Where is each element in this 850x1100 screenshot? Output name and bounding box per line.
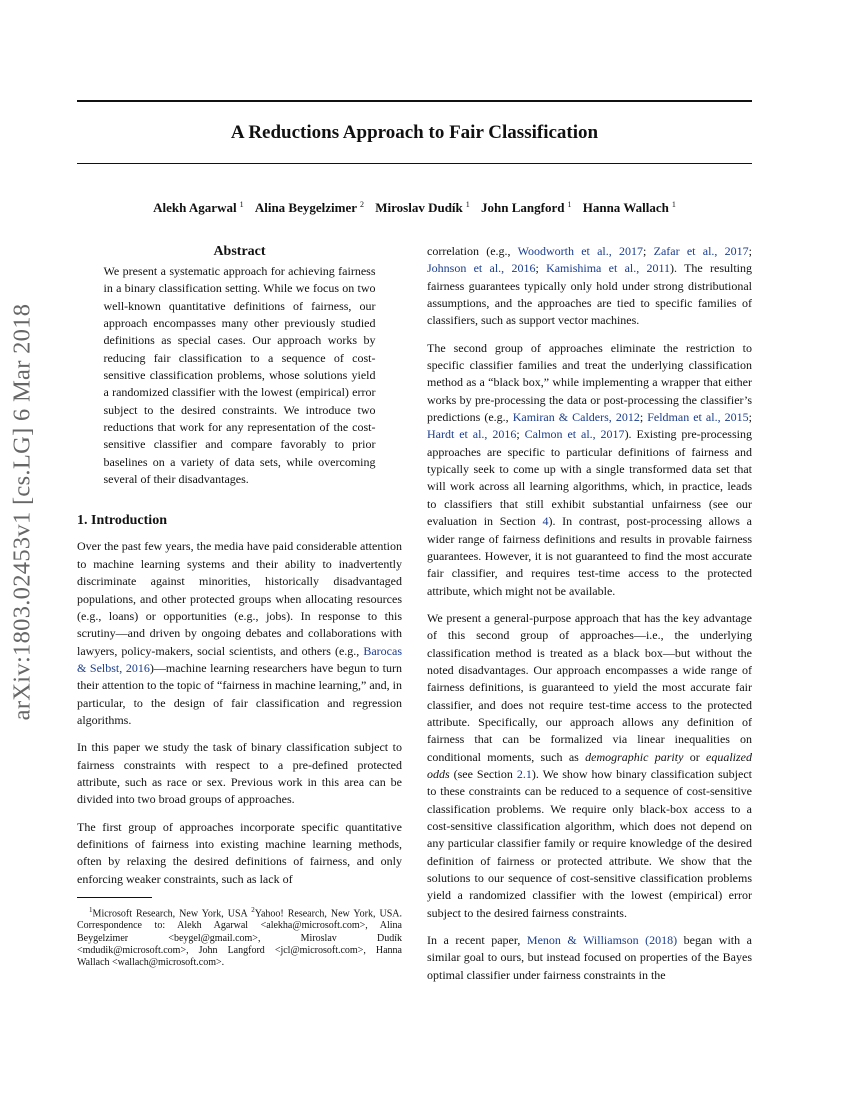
citation-link[interactable]: Johnson et al., 2016 — [427, 261, 536, 276]
section-ref-link[interactable]: 4 — [542, 514, 549, 529]
citation-link[interactable]: Feldman et al., 2015 — [647, 410, 749, 425]
title-rule-top — [77, 100, 752, 102]
right-column — [427, 243, 752, 984]
citation-link[interactable]: Barocas & Selbst, 2016 — [77, 643, 402, 675]
left-column — [77, 243, 402, 969]
citation-link[interactable]: Menon & Williamson (2018) — [526, 933, 678, 948]
author: Miroslav Dudík $^1$ — [375, 200, 470, 215]
body-paragraph: In a recent paper, Menon & Williamson (2018) began with a similar goal to ours, but instead focused on properties of the Bayes optimal classifier under fairness constraints in the — [427, 933, 752, 982]
body-paragraph: correlation (e.g., Woodworth et al., 2017; Zafar et al., 2017; Johnson et al., 2016; Kamishima et al., 2011). The resulting fairness guarantees typically only hold under strong distributional assumptions, and the approaches are tied to specific families of classifiers, such as support vector machines. — [427, 244, 752, 328]
author-list — [77, 196, 752, 217]
affiliation-footnote: $^1$Microsoft Research, New York, USA $^2$Yahoo! Research, New York, USA. Correspondence to: Alekh Agarwal <alekha@microsoft.com>, Alina Beygelzimer <beygel@gmail.com>, Miroslav Dudík <mdudik@microsoft.com>, John Langford <jcl@microsoft.com>, Hanna Wallach <wallach@microsoft.com>. — [77, 906, 402, 968]
author: Alina Beygelzimer $^2$ — [254, 200, 364, 215]
arxiv-stamp — [2, 297, 42, 727]
author: John Langford $^1$ — [481, 200, 572, 215]
author: Alekh Agarwal $^1$ — [153, 200, 244, 215]
body-paragraph: The second group of approaches eliminate the restriction to specific classifier families and treat the underlying classification method as a “black box,” while implementing a wrapper that either works by pre-processing the data or post-processing the classifier’s predictions (e.g., Kamiran & Calders, 2012; Feldman et al., 2015; Hardt et al., 2016; Calmon et al., 2017). Existing pre-processing approaches are specific to particular definitions of fairness and typically seek to come up with a single transformed data set that will work across all learning algorithms, which, in practice, leads to classifiers that still exhibit substantial unfairness (see our evaluation in Section 4). In contrast, post-processing allows a wider range of fairness definitions and results in provable fairness guarantees. However, it is not guaranteed to find the most accurate fair classifier, and requires test-time access to the protected attribute, which might not be available. — [427, 340, 752, 598]
section-heading-introduction: 1. Introduction — [77, 513, 167, 529]
citation-link[interactable]: Woodworth et al., 2017 — [517, 244, 644, 258]
section-ref-link[interactable]: 2.1 — [516, 766, 532, 781]
arxiv-id: arXiv:1803.02453v1 [cs.LG] 6 Mar 2018 — [8, 303, 35, 721]
citation-link[interactable]: Zafar et al., 2017 — [653, 244, 749, 258]
citation-link[interactable]: Calmon et al., 2017 — [524, 427, 625, 442]
intro-paragraph: Over the past few years, the media have paid considerable attention to machine learning systems and their ability to inadvertently discriminate against minorities, historically disadvantaged populations, and other protected groups when allocating resources (e.g., loans) or opportunities (e.g., jobs). In response to this scrutiny—and driven by ongoing debates and collaborations with lawyers, policy-makers, social scientists, and others (e.g., Barocas & Selbst, 2016)—machine learning researchers have begun to turn their attention to the topic of “fairness in machine learning,” and, in particular, to the design of fair classification and regression algorithms. — [77, 539, 403, 727]
citation-link[interactable]: Hardt et al., 2016 — [427, 427, 517, 442]
author: Hanna Wallach $^1$ — [582, 200, 676, 215]
abstract-heading: Abstract — [213, 244, 266, 259]
intro-paragraph: In this paper we study the task of binary classification subject to fairness constraints with respect to a pre-defined protected attribute, such as race or sex. Previous work in this area can be divided into two broad groups of approaches. — [77, 740, 402, 807]
intro-paragraph: The first group of approaches incorporate specific quantitative definitions of fairness into existing machine learning methods, often by relaxing the desired definitions of fairness, and only enforcing weaker constraints, such as lack of — [77, 819, 402, 886]
citation-link[interactable]: Kamiran & Calders, 2012 — [512, 410, 640, 425]
abstract-text: We present a systematic approach for achieving fairness in a binary classification setting. While we focus on two well-known quantitative definitions of fairness, our approach encompasses many other previously studied definitions as special cases. Our approach works by reducing fair classification to a sequence of cost-sensitive classification problems, whose solutions yield a randomized classifier with the lowest (empirical) error subject to the desired constraints. We introduce two reductions that work for any representation of the cost-sensitive classifier and compare favorably to prior baselines on a variety of data sets, while overcoming several of their disadvantages. — [103, 264, 376, 487]
title-rule-bottom — [77, 163, 752, 164]
citation-link[interactable]: Kamishima et al., 2011 — [546, 261, 671, 276]
body-paragraph: We present a general-purpose approach that has the key advantage of this second group of approaches—i.e., the underlying classification method is treated as a black box—but without the noted disadvantages. Our approach encompasses a wide range of fairness definitions, is guaranteed to yield the most accurate fair classifier, and does not require test-time access to the protected attribute. Specifically, our approach allows any definition of fairness that can be formalized via linear inequalities on conditional moments, such as demographic parity or equalized odds (see Section 2.1). We show how binary classification subject to these constraints can be reduced to a sequence of cost-sensitive classification problems. We require only black-box access to a cost-sensitive classification algorithm, which does not depend on any particular classifier family or require knowledge of the desired definition of fairness or protected attribute. We show that the solutions to our sequence of cost-sensitive classification problems yield a randomized classifier with the lowest (empirical) error subject to the desired fairness constraints. — [427, 610, 752, 920]
footnote-rule — [77, 897, 152, 898]
paper-title: A Reductions Approach to Fair Classification — [230, 122, 599, 143]
